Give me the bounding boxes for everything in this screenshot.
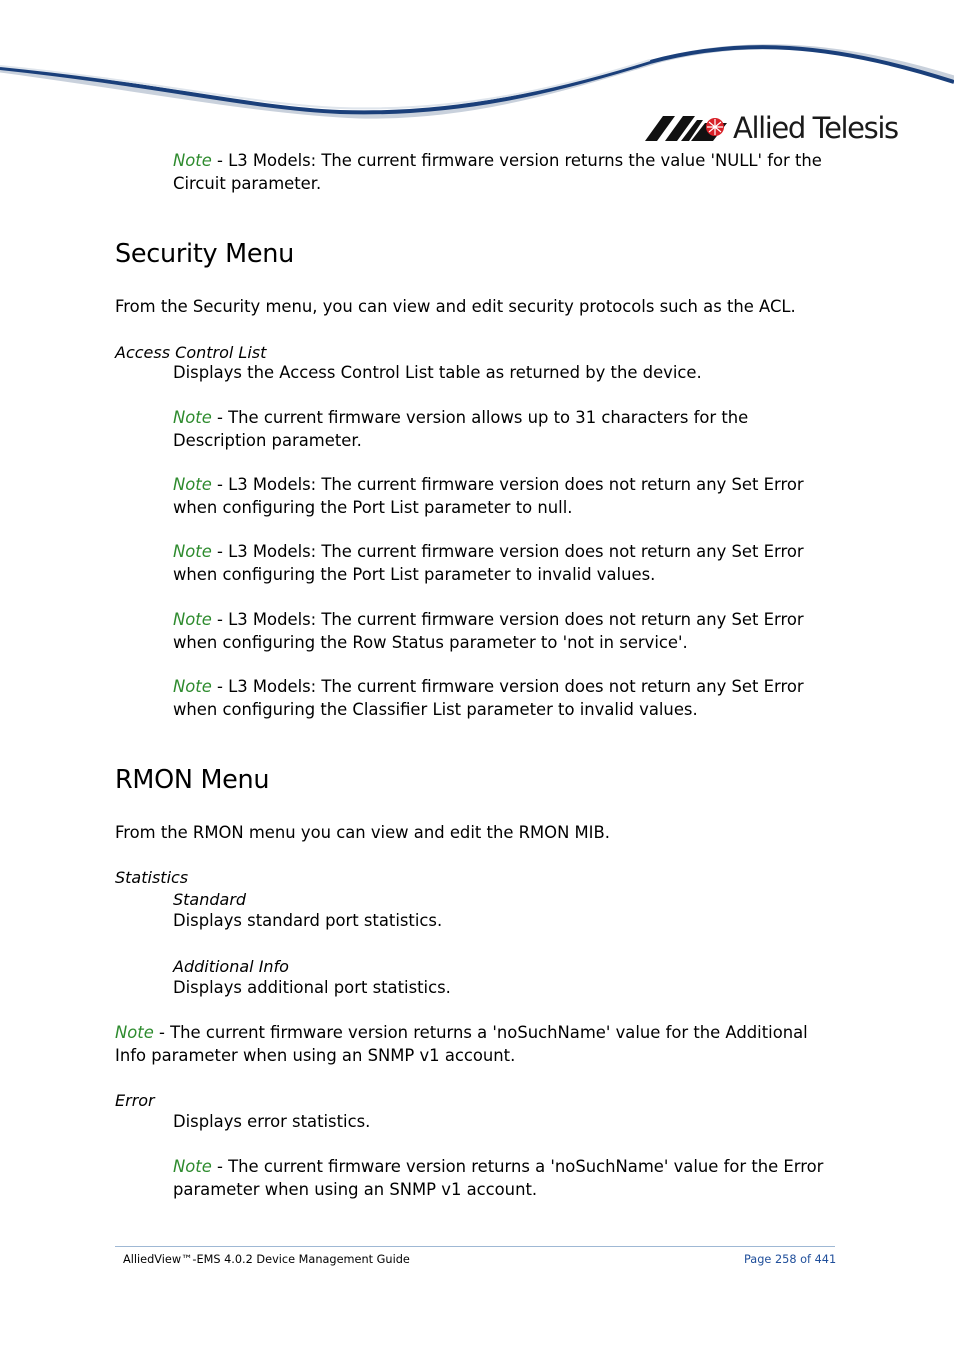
acl-note-4 bbox=[173, 609, 843, 654]
acl-term: Access Control List bbox=[115, 343, 267, 362]
additional-info-term: Additional Info bbox=[173, 957, 289, 976]
acl-note-2 bbox=[173, 474, 843, 519]
error-description: Displays error statistics. bbox=[173, 1112, 371, 1131]
footer-document-title: AlliedView™-EMS 4.0.2 Device Management Guide bbox=[123, 1253, 410, 1266]
note-label: Note bbox=[173, 408, 212, 427]
acl-note-3 bbox=[173, 541, 843, 586]
footer-divider bbox=[115, 1246, 835, 1247]
intro-note bbox=[173, 150, 843, 195]
note-label: Note bbox=[173, 542, 212, 561]
security-menu-heading: Security Menu bbox=[115, 239, 294, 269]
security-intro-paragraph: From the Security menu, you can view and edit security protocols such as the ACL. bbox=[115, 297, 796, 316]
acl-note-5 bbox=[173, 676, 843, 721]
note-label: Note bbox=[173, 475, 212, 494]
standard-description: Displays standard port statistics. bbox=[173, 911, 443, 930]
footer-page-number: Page 258 of 441 bbox=[744, 1253, 837, 1266]
note-text: - L3 Models: The current firmware version does not return any Set Error when configuring the Row Status parameter to 'not in service'. bbox=[173, 610, 804, 652]
rmon-menu-heading: RMON Menu bbox=[115, 765, 270, 795]
additional-info-note bbox=[115, 1022, 835, 1067]
note-text: - The current firmware version returns a 'noSuchName' value for the Error parameter when using an SNMP v1 account. bbox=[173, 1157, 824, 1199]
note-label: Note bbox=[173, 677, 212, 696]
note-label: Note bbox=[173, 1157, 212, 1176]
logo-wordmark: Allied Telesis bbox=[733, 110, 898, 145]
rmon-intro-paragraph: From the RMON menu you can view and edit the RMON MIB. bbox=[115, 823, 610, 842]
note-label: Note bbox=[173, 151, 212, 170]
error-term: Error bbox=[115, 1091, 155, 1110]
note-text: - L3 Models: The current firmware version does not return any Set Error when configuring the Port List parameter to null. bbox=[173, 475, 804, 517]
note-text: - L3 Models: The current firmware version returns the value 'NULL' for the Circuit parameter. bbox=[173, 151, 822, 193]
allied-telesis-logo bbox=[645, 110, 905, 146]
standard-term: Standard bbox=[173, 890, 247, 909]
note-text: - L3 Models: The current firmware version does not return any Set Error when configuring the Port List parameter to invalid values. bbox=[173, 542, 804, 584]
acl-description: Displays the Access Control List table as returned by the device. bbox=[173, 363, 702, 382]
note-text: - The current firmware version returns a 'noSuchName' value for the Additional Info parameter when using an SNMP v1 account. bbox=[115, 1023, 808, 1065]
note-label: Note bbox=[173, 610, 212, 629]
additional-info-description: Displays additional port statistics. bbox=[173, 978, 451, 997]
note-label: Note bbox=[115, 1023, 154, 1042]
acl-note-1 bbox=[173, 407, 843, 452]
note-text: - The current firmware version allows up to 31 characters for the Description parameter. bbox=[173, 408, 749, 450]
allied-telesis-logo-mark-icon bbox=[645, 114, 727, 142]
note-text: - L3 Models: The current firmware version does not return any Set Error when configuring the Classifier List parameter to invalid values. bbox=[173, 677, 804, 719]
statistics-term: Statistics bbox=[115, 868, 189, 887]
error-note bbox=[173, 1156, 843, 1201]
